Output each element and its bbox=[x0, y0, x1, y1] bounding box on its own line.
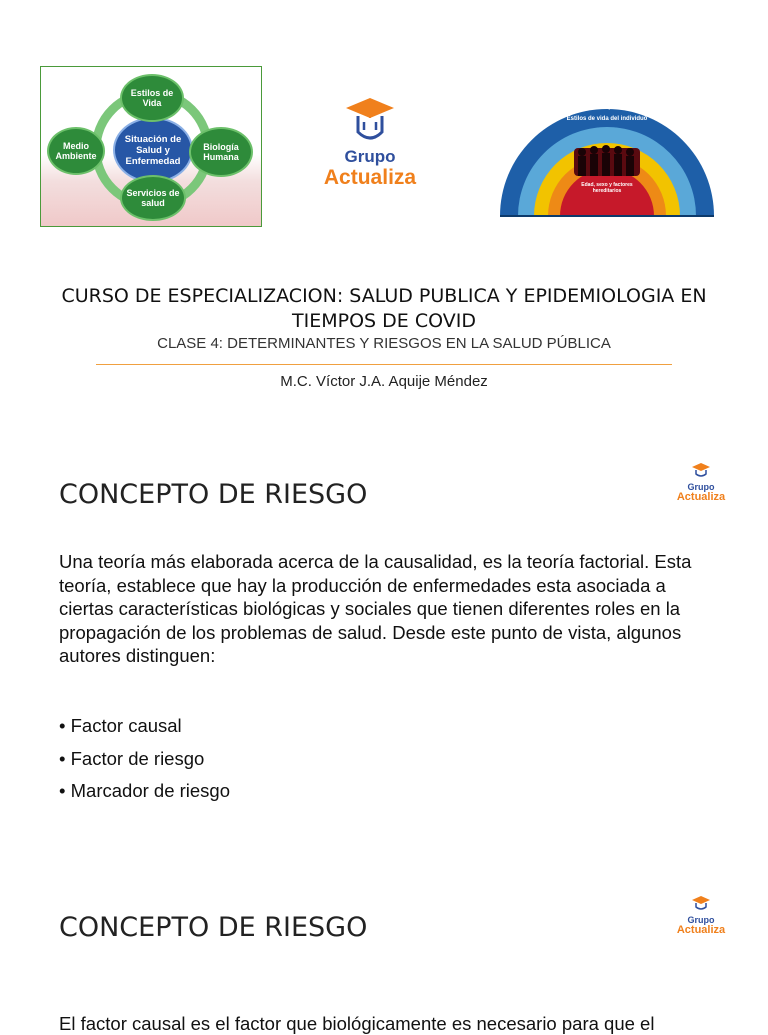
rainbow-model-diagram bbox=[498, 66, 716, 218]
logo-text-grupo: Grupo bbox=[344, 147, 396, 166]
rainbow-middle-label: Redes sociales y comunitarias bbox=[563, 104, 651, 110]
rainbow-inner-label: Estilos de vida del individuo bbox=[566, 116, 648, 122]
logo-text-actualiza: Actualiza bbox=[676, 924, 726, 936]
slide3-heading: CONCEPTO DE RIESGO bbox=[59, 912, 368, 943]
node-left: Medio Ambiente bbox=[47, 127, 105, 175]
slide3-partial-paragraph: El factor causal es el factor que biológicamente es necesario para que el bbox=[59, 1013, 655, 1034]
center-node: Situación de Salud y Enfermedad bbox=[113, 117, 193, 183]
bullet-item: • Marcador de riesgo bbox=[59, 775, 230, 808]
author-name: M.C. Víctor J.A. Aquije Méndez bbox=[280, 373, 488, 390]
slide2-bullet-list bbox=[59, 710, 230, 808]
bullet-item: • Factor causal bbox=[59, 710, 230, 743]
logo-text-actualiza: Actualiza bbox=[323, 166, 417, 189]
slide2-brand-logo bbox=[669, 462, 733, 503]
bullet-item: • Factor de riesgo bbox=[59, 743, 230, 776]
node-bottom: Servicios de salud bbox=[120, 175, 186, 221]
node-right: Biología Humana bbox=[189, 127, 253, 177]
slide2-heading: CONCEPTO DE RIESGO bbox=[59, 479, 368, 510]
node-top: Estilos de Vida bbox=[120, 74, 184, 122]
slide2-paragraph: Una teoría más elaborada acerca de la causalidad, es la teoría factorial. Esta teoría, establece que hay la producción de enfermedades esta asociada a ciertas características biológicas y sociales que tienen diferentes roles en la propagación de los problemas de salud. Desde este punto de vista, algunos autores distinguen: bbox=[59, 551, 692, 666]
rainbow-outer-label: Condiciones socioeconómicas, culturales y medioambientales bbox=[544, 78, 670, 91]
graduation-cap-icon bbox=[690, 895, 712, 911]
graduation-cap-icon bbox=[690, 462, 712, 478]
slide3-brand-logo bbox=[669, 895, 733, 936]
health-determinants-diagram bbox=[40, 66, 262, 227]
logo-text-grupo: Grupo bbox=[687, 915, 715, 925]
divider bbox=[96, 364, 672, 365]
logo-text-actualiza: Actualiza bbox=[676, 491, 726, 503]
graduation-cap-icon bbox=[296, 66, 444, 146]
class-subtitle: CLASE 4: DETERMINANTES Y RIESGOS EN LA SALUD PÚBLICA bbox=[157, 335, 611, 352]
course-title: CURSO DE ESPECIALIZACION: SALUD PUBLICA Y EPIDEMIOLOGIA EN TIEMPOS DE COVID bbox=[61, 285, 707, 332]
brand-logo bbox=[296, 66, 444, 238]
logo-text-grupo: Grupo bbox=[687, 482, 715, 492]
rainbow-core-label: Edad, sexo y factores hereditarios bbox=[581, 182, 633, 194]
